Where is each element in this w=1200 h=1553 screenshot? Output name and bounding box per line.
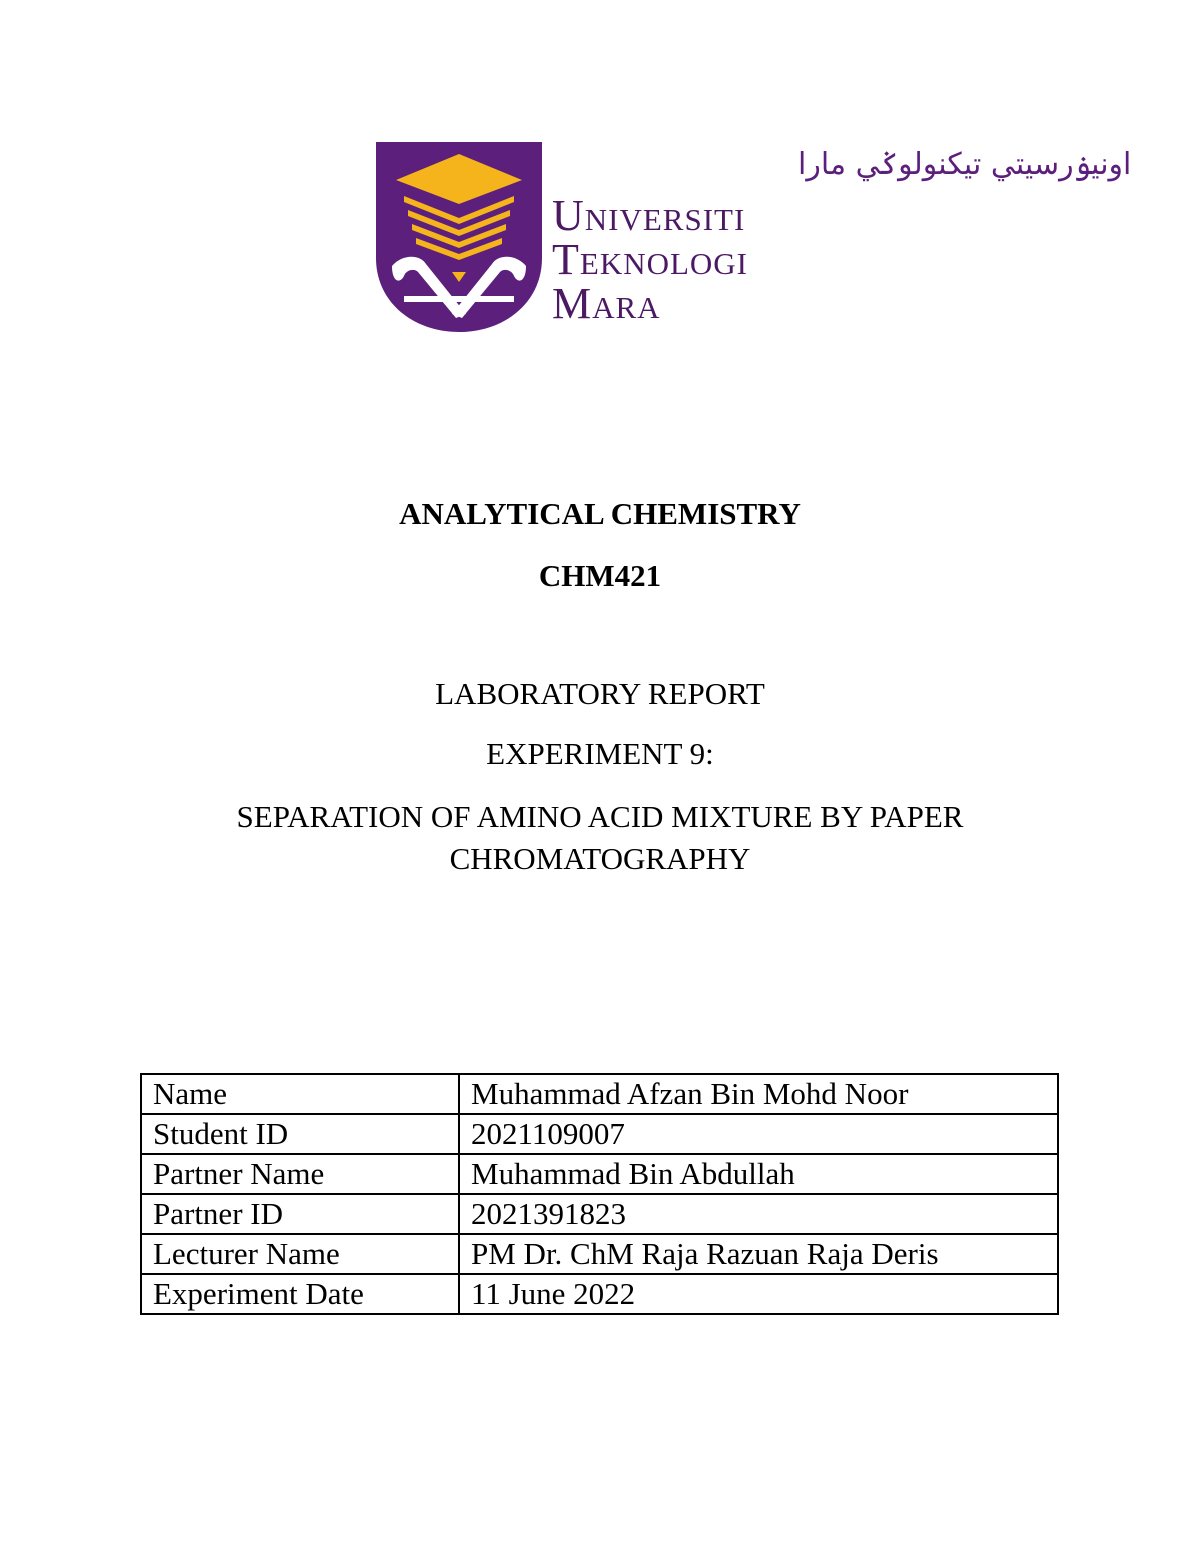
table-row [141, 1154, 1058, 1194]
table-row [141, 1274, 1058, 1314]
table-row [141, 1234, 1058, 1274]
partner-id-label: Partner ID [141, 1194, 459, 1234]
university-crest-icon [374, 138, 544, 334]
table-row [141, 1074, 1058, 1114]
course-code: CHM421 [538, 558, 662, 593]
logo-jawi-text: اونيۏرسيتي تيكنولوݢي مارا [798, 147, 1132, 182]
student-info-table [140, 1073, 1059, 1315]
university-logo [374, 138, 1132, 334]
student-id-value: 2021109007 [459, 1114, 1058, 1154]
partner-name-value: Muhammad Bin Abdullah [459, 1154, 1058, 1194]
report-label: LABORATORY REPORT [435, 676, 765, 711]
logo-line-mara: Mara [552, 279, 661, 328]
name-value: Muhammad Afzan Bin Mohd Noor [459, 1074, 1058, 1114]
logo-wordmark [552, 191, 749, 328]
lecturer-name-value: PM Dr. ChM Raja Razuan Raja Deris [459, 1234, 1058, 1274]
table-row [141, 1114, 1058, 1154]
course-title: ANALYTICAL CHEMISTRY [399, 496, 801, 531]
partner-name-label: Partner Name [141, 1154, 459, 1194]
experiment-date-label: Experiment Date [141, 1274, 459, 1314]
logo-line-teknologi: Teknologi [552, 235, 749, 284]
table-row [141, 1194, 1058, 1234]
lecturer-name-label: Lecturer Name [141, 1234, 459, 1274]
name-label: Name [141, 1074, 459, 1114]
experiment-number: EXPERIMENT 9: [486, 736, 714, 771]
partner-id-value: 2021391823 [459, 1194, 1058, 1234]
student-id-label: Student ID [141, 1114, 459, 1154]
experiment-title: SEPARATION OF AMINO ACID MIXTURE BY PAPER CHROMATOGRAPHY [236, 799, 964, 876]
logo-line-universiti: Universiti [552, 191, 746, 240]
experiment-date-value: 11 June 2022 [459, 1274, 1058, 1314]
logo-jawi-script [550, 138, 1132, 186]
